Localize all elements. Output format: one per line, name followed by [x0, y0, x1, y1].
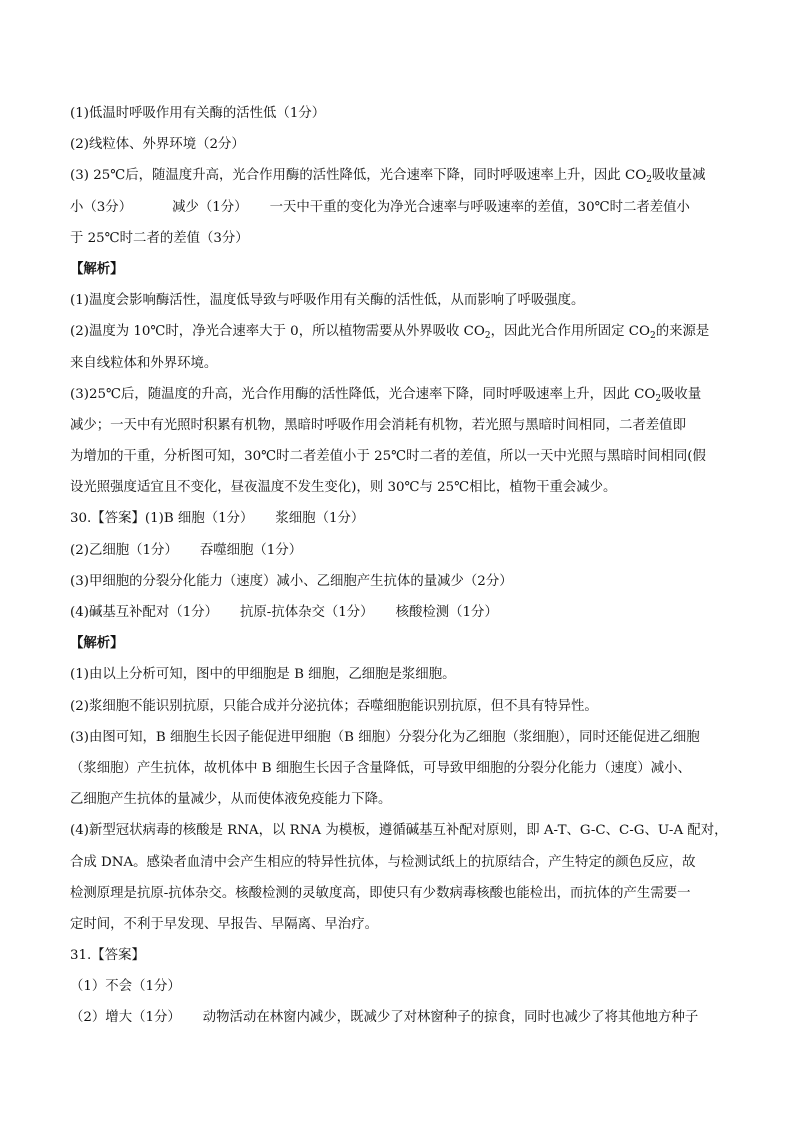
q29-explanation-3-line-3: 为增加的干重，分析图可知，30℃时二者差值小于 25℃时二者的差值，所以一天中光照与黑暗时间相同(假 — [70, 449, 706, 465]
q30-answer-heading: 30.【答案】(1)B 细胞（1分） 浆细胞（1分） — [70, 511, 365, 527]
q29-explanation-1: (1)温度会影响酶活性，温度低导致与呼吸作用有关酶的活性低，从而影响了呼吸强度。 — [70, 293, 585, 309]
q29-explanation-3-line-2: 减少；一天中有光照时积累有机物，黑暗时呼吸作用会消耗有机物，若光照与黑暗时间相同，二者差值即 — [70, 417, 686, 433]
q31-answer-1: （1）不会（1分） — [70, 979, 181, 995]
q29-answer-3-line-3: 于 25℃时二者的差值（3分） — [70, 230, 249, 246]
q30-explanation-3-line-1: (3)由图可知，B 细胞生长因子能促进甲细胞（B 细胞）分裂分化为乙细胞（浆细胞），同时还能促进乙细胞 — [70, 729, 700, 745]
q29-explanation-2-line-1: (2)温度为 10℃时，净光合速率大于 0，所以植物需要从外界吸收 $CO_2$，因此光合作用所固定 $CO_2$的来源是 — [70, 324, 710, 342]
q29-analysis-heading: 【解析】 — [70, 260, 124, 277]
q30-answer-3: (3)甲细胞的分裂分化能力（速度）减小、乙细胞产生抗体的量减少（2分） — [70, 573, 513, 589]
q31-answer-2: （2）增大（1分） 动物活动在林窗内减少，既减少了对林窗种子的掠食，同时也减少了将其他地方种子 — [70, 1010, 699, 1026]
q30-explanation-4-line-4: 定时间，不利于早发现、早报告、早隔离、早治疗。 — [70, 916, 378, 932]
q30-explanation-3-line-2: （浆细胞）产生抗体，故机体中 B 细胞生长因子含量降低，可导致甲细胞的分裂分化能力（速度）减小、 — [70, 760, 691, 776]
q29-answer-1: (1)低温时呼吸作用有关酶的活性低（1分） — [70, 106, 326, 121]
q30-answer-4: (4)碱基互补配对（1分） 抗原-抗体杂交（1分） 核酸检测（1分） — [70, 605, 498, 620]
q29-answer-3-line-2: 小（3分） 减少（1分） 一天中干重的变化为净光合速率与呼吸速率的差值，30℃时二者差值小 — [70, 199, 690, 215]
q30-explanation-3-line-3: 乙细胞产生抗体的量减少，从而使体液免疫能力下降。 — [70, 792, 392, 808]
q29-explanation-3-line-4: 设光照强度适宜且不变化，昼夜温度不发生变化)，则 30℃与 25℃相比，植物干重会减少。 — [70, 480, 617, 496]
q29-answer-2: (2)线粒体、外界环境（2分） — [70, 137, 245, 153]
q29-answer-3-line-1: (3) 25℃后，随温度升高，光合作用酶的活性降低，光合速率下降，同时呼吸速率上升，因此 $CO_2$吸收量减 — [70, 168, 706, 186]
q30-explanation-4-line-2: 合成 DNA。感染者血清中会产生相应的特异性抗体，与检测试纸上的抗原结合，产生特定的颜色反应，故 — [70, 854, 696, 870]
q30-analysis-heading: 【解析】 — [70, 635, 124, 652]
q30-answer-2: (2)乙细胞（1分） 吞噬细胞（1分） — [70, 542, 303, 558]
answer-page — [70, 98, 730, 1034]
q29-explanation-3-line-1: (3)25℃后，随温度的升高，光合作用酶的活性降低，光合速率下降，同时呼吸速率上升，因此 $CO_2$吸收量 — [70, 386, 702, 404]
q30-explanation-2: (2)浆细胞不能识别抗原，只能合成并分泌抗体；吞噬细胞能识别抗原，但不具有特异性。 — [70, 698, 598, 714]
q30-explanation-1: (1)由以上分析可知，图中的甲细胞是 B 细胞，乙细胞是浆细胞。 — [70, 667, 456, 683]
q29-explanation-2-line-2: 来自线粒体和外界环境。 — [70, 355, 218, 371]
q31-answer-heading: 31.【答案】 — [70, 948, 145, 964]
q30-explanation-4-line-1: (4)新型冠状病毒的核酸是 RNA，以 RNA 为模板，遵循碱基互补配对原则，即 A-T、G-C、C-G、U-A 配对， — [70, 823, 728, 839]
q30-explanation-4-line-3: 检测原理是抗原-抗体杂交。核酸检测的灵敏度高，即使只有少数病毒核酸也能检出，而抗体的产生需要一 — [70, 885, 691, 901]
co2-subscript: 2 — [646, 175, 652, 186]
